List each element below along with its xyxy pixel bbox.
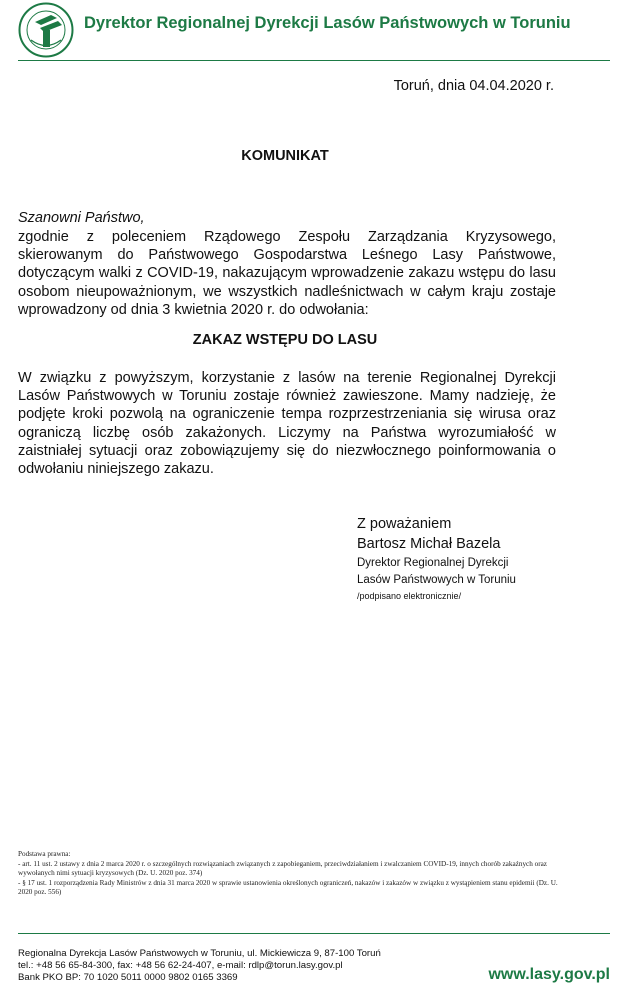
ban-heading: ZAKAZ WSTĘPU DO LASU xyxy=(192,332,378,348)
paragraph-intro: zgodnie z poleceniem Rządowego Zespołu Zarządzania Kryzysowego, skierowanym do Państwowego Gospodarstwa Leśnego Lasy Państwowe, dotyczącym walki z COVID-19, nakazującym wprowadzenie zakazu wstępu do lasu osobom nieupoważnionym, we wszystkich nadleśnictwach w całym kraju zostaje wprowadzony od dnia 3 kwietnia 2020 r. do odwołania: xyxy=(18,229,556,318)
signature-name: Bartosz Michał Bazela xyxy=(357,536,501,552)
salutation: Szanowni Państwo, xyxy=(18,210,145,226)
legal-basis-item: - art. 11 ust. 2 ustawy z dnia 2 marca 2020 r. o szczególnych rozwiązaniach związanych z zapobieganiem, przeciwdziałaniem i zwalczaniem COVID-19, innych chorób zakaźnych oraz wywołanych nimi sytuacji kryzysowych (Dz. U. 2020 poz. 374) xyxy=(18,859,547,878)
website-link[interactable]: www.lasy.gov.pl xyxy=(488,966,610,983)
footer-bank: Bank PKO BP: 70 1020 5011 0000 9802 0165 3369 xyxy=(18,972,238,983)
document-date: Toruń, dnia 04.04.2020 r. xyxy=(393,78,554,94)
header-divider xyxy=(18,60,610,61)
legal-basis-heading: Podstawa prawna: xyxy=(18,850,71,858)
footer-contact xyxy=(18,948,381,984)
footer-phone: tel.: +48 56 65-84-300, fax: +48 56 62-24-407, e-mail: rdlp@torun.lasy.gov.pl xyxy=(18,960,343,971)
signature-title-line2: Lasów Państwowych w Toruniu xyxy=(357,574,516,586)
header-title: Dyrektor Regionalnej Dyrekcji Lasów Państwowych w Toruniu xyxy=(84,14,571,32)
footer-address: Regionalna Dyrekcja Lasów Państwowych w Toruniu, ul. Mickiewicza 9, 87-100 Toruń xyxy=(18,948,381,959)
signature-title-line1: Dyrektor Regionalnej Dyrekcji xyxy=(357,557,509,569)
paragraph-details: W związku z powyższym, korzystanie z lasów na terenie Regionalnej Dyrekcji Lasów Państwowych w Toruniu zostaje również zawieszone. Mamy nadzieję, że podjęte kroki pozwolą na ograniczenie tempa rozprzestrzeniania się wirusa oraz ograniczą liczbę osób zakażonych. Liczymy na Państwa wyrozumiałość w zaistniałej sytuacji oraz zobowiązujemy się do niezwłocznego poinformowania o odwołaniu niniejszego zakazu. xyxy=(18,370,556,478)
footer-divider xyxy=(18,933,610,934)
lasy-panstwowe-logo xyxy=(18,2,74,58)
signature-regards: Z poważaniem xyxy=(357,516,452,532)
legal-basis xyxy=(18,850,566,898)
document-heading: KOMUNIKAT xyxy=(241,148,329,164)
legal-basis-item: - § 17 ust. 1 rozporządzenia Rady Ministrów z dnia 31 marca 2020 w sprawie ustanowienia określonych ograniczeń, nakazów i zakazów w związku z wystąpieniem stanu epidemii (Dz. U. 2020 poz. 556) xyxy=(18,878,558,897)
signature-note: /podpisano elektronicznie/ xyxy=(357,591,462,601)
